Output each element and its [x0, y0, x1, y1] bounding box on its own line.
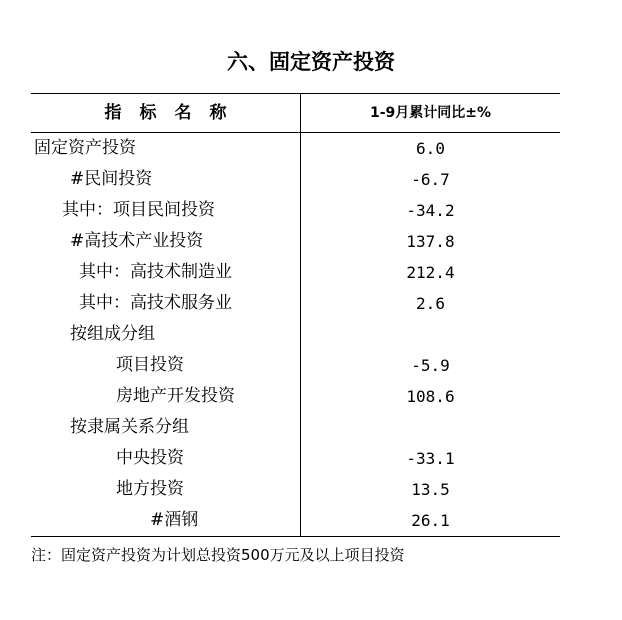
table-bottom-border — [31, 536, 560, 537]
row-value: 13.5 — [411, 480, 450, 499]
table-row — [31, 319, 560, 350]
header-indicator-name: 指标名称 — [104, 103, 245, 123]
table-row — [31, 133, 560, 164]
row-value: 212.4 — [406, 263, 455, 282]
row-label: 地方投资 — [116, 479, 184, 499]
row-value: 6.0 — [416, 139, 445, 158]
table-row — [31, 381, 560, 412]
row-label: #高技术产业投资 — [70, 231, 204, 251]
row-label: 中央投资 — [116, 448, 184, 468]
row-label: 项目投资 — [116, 355, 184, 375]
table-row — [31, 288, 560, 319]
table-row — [31, 412, 560, 443]
row-value: 137.8 — [406, 232, 455, 251]
row-label: #民间投资 — [70, 169, 153, 189]
table-row — [31, 164, 560, 195]
row-value: -6.7 — [411, 170, 450, 189]
table-row — [31, 350, 560, 381]
page-title: 六、固定资产投资 — [227, 50, 395, 74]
table-row — [31, 226, 560, 257]
row-label: 固定资产投资 — [34, 138, 136, 158]
row-label: 其中：高技术服务业 — [79, 293, 232, 313]
row-value: -5.9 — [411, 356, 450, 375]
row-value: -34.2 — [406, 201, 455, 220]
table-row — [31, 195, 560, 226]
row-value: -33.1 — [406, 449, 455, 468]
table-row — [31, 257, 560, 288]
row-label: 房地产开发投资 — [116, 386, 235, 406]
table-row — [31, 443, 560, 474]
statistics-table — [31, 93, 560, 537]
row-label: 按隶属关系分组 — [70, 417, 189, 437]
row-value: 26.1 — [411, 511, 450, 530]
table-row — [31, 474, 560, 505]
row-label: 其中：高技术制造业 — [79, 262, 232, 282]
table-row — [31, 505, 560, 536]
row-label: 按组成分组 — [70, 324, 155, 344]
row-value: 2.6 — [416, 294, 445, 313]
row-value: 108.6 — [406, 387, 455, 406]
footnote: 注：固定资产投资为计划总投资500万元及以上项目投资 — [31, 546, 405, 564]
row-label: #酒钢 — [150, 510, 199, 530]
header-yoy-change: 1-9月累计同比±% — [369, 105, 492, 121]
row-label: 其中：项目民间投资 — [62, 200, 215, 220]
